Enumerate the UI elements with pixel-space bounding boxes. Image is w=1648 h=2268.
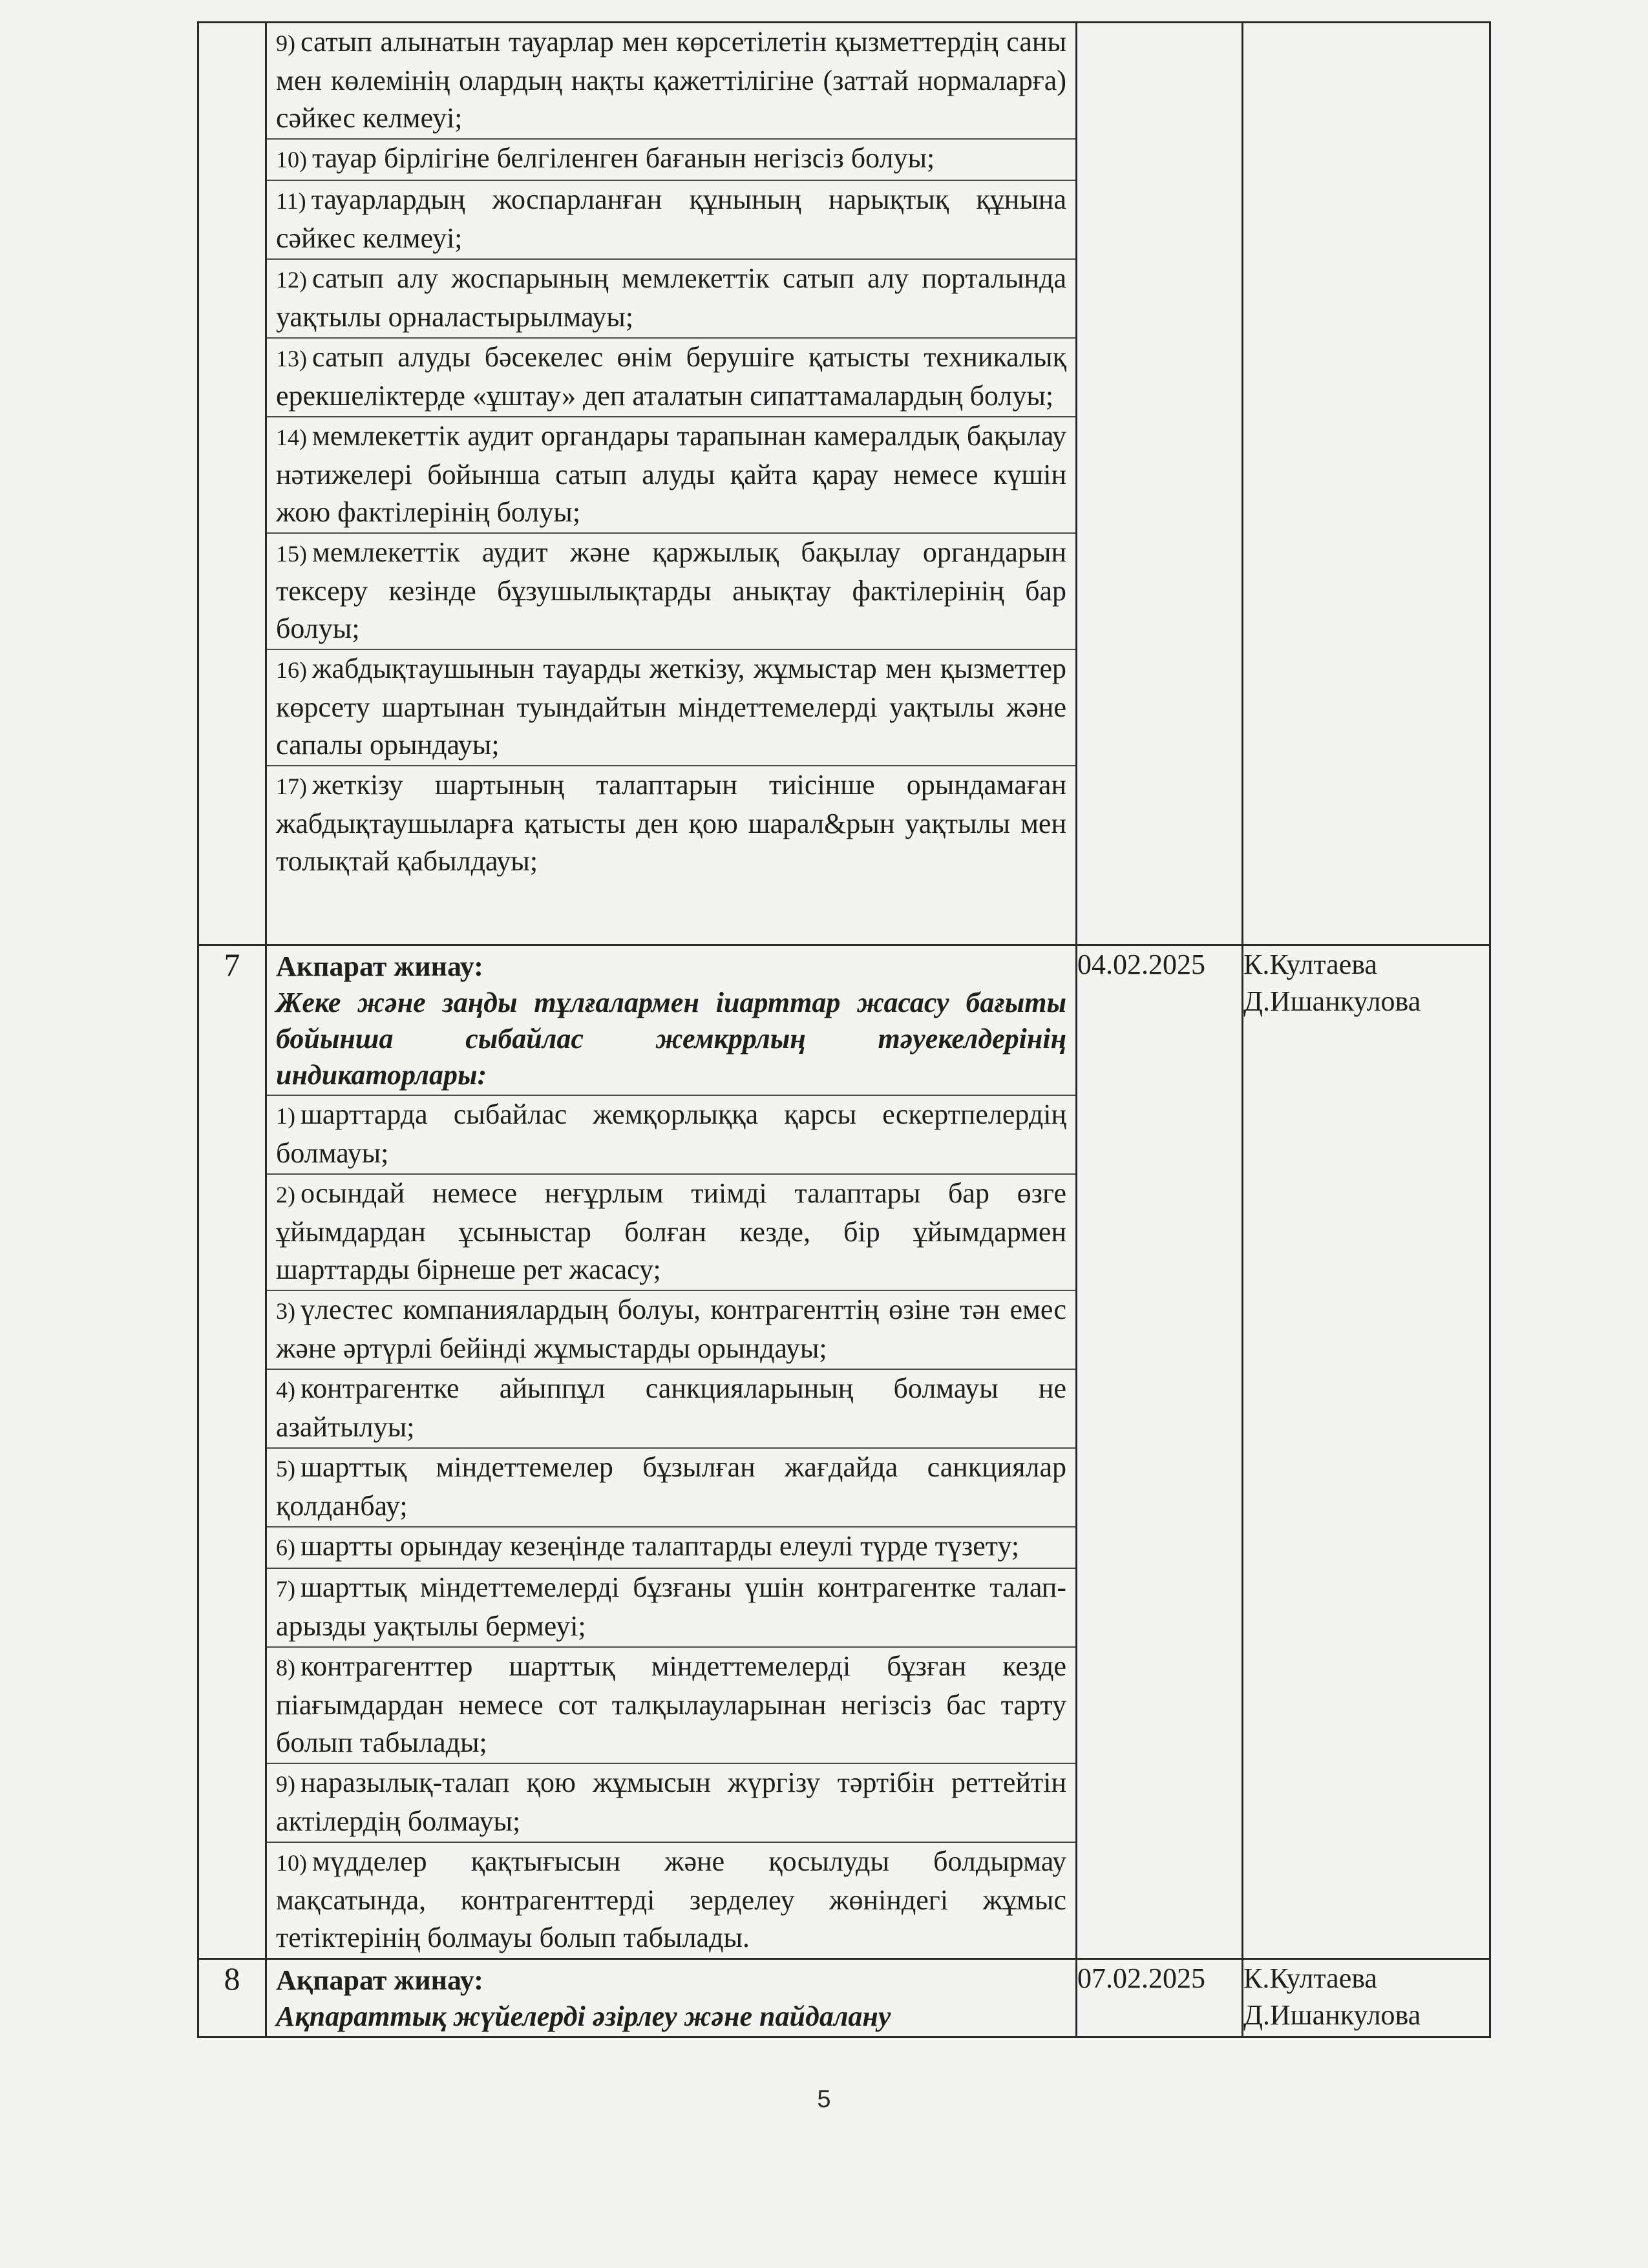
indicator-item	[267, 1843, 1075, 1958]
item-number: 3)	[276, 1298, 295, 1324]
item-text: осындай немесе неғұрлым тиімді талаптары бар өзге ұйымдардан ұсыныстар болған кезде, бір ұйымдармен шарттарды бірнеше рет жасасу;	[276, 1177, 1066, 1285]
indicator-item	[267, 1291, 1075, 1370]
indicator-list	[267, 23, 1075, 881]
item-number: 13)	[276, 346, 307, 372]
row-heading-block	[267, 946, 1075, 1096]
item-text: шарттық міндеттемелер бұзылған жағдайда санкциялар қолданбау;	[276, 1451, 1066, 1522]
items-cell	[266, 1959, 1077, 2037]
item-number: 7)	[276, 1576, 295, 1602]
item-number: 5)	[276, 1456, 295, 1482]
item-text: наразылық-талап қою жұмысын жүргізу тәртібін реттейтін актілердің болмауы;	[276, 1767, 1066, 1837]
item-text: жеткізу шартының талаптарын тиісінше орындамаған жабдықтаушыларға қатысты ден қою шарал&рын уақтылы мен толықтай қабылдауы;	[276, 769, 1066, 877]
item-text: мүдделер қақтығысын және қосылуды болдырмау мақсатында, контрагенттерді зерделеу жөніндегі жұмыс тетіктерінің болмауы болып табылады.	[276, 1845, 1066, 1953]
indicator-item	[267, 1764, 1075, 1843]
item-number: 16)	[276, 657, 307, 683]
indicator-item	[267, 140, 1075, 181]
row-heading-block	[267, 1960, 1075, 2036]
item-number: 10)	[276, 147, 307, 173]
responsible-persons	[1243, 945, 1490, 1959]
items-cell	[266, 23, 1077, 945]
date-value: 07.02.2025	[1077, 1959, 1243, 2037]
item-number: 17)	[276, 773, 307, 799]
indicator-item	[267, 1648, 1075, 1764]
item-number: 9)	[276, 30, 295, 56]
item-number: 1)	[276, 1103, 295, 1129]
item-text: мемлекеттік аудит органдары тарапынан камералдық бақылау нәтижелері бойынша сатып алуды қайта қарау немесе күшін жою фактілерінің болуы;	[276, 420, 1066, 528]
item-number: 4)	[276, 1377, 295, 1403]
responsible-persons	[1243, 1959, 1490, 2037]
item-text: тауар бірлігіне белгіленген бағанын негізсіз болуы;	[312, 142, 935, 174]
item-number: 8)	[276, 1655, 295, 1681]
item-number: 11)	[276, 188, 306, 214]
plan-table	[197, 21, 1491, 2038]
indicator-list	[267, 1096, 1075, 1958]
item-number: 9)	[276, 1771, 295, 1797]
responsible-name: Д.Ишанкулова	[1243, 1999, 1421, 2031]
responsible-name: Д.Ишанкулова	[1243, 985, 1421, 1017]
item-text: контрагентке айыппұл санкцияларының болмауы не азайтылуы;	[276, 1372, 1066, 1443]
table-row-8	[198, 1959, 1490, 2037]
row-number: 8	[198, 1959, 266, 2037]
item-text: шарттарда сыбайлас жемқорлыққа қарсы ескертпелердің болмауы;	[276, 1098, 1066, 1169]
page-number: 5	[817, 2086, 831, 2113]
indicator-item	[267, 1175, 1075, 1291]
item-text: жабдықтаушынын тауарды жеткізу, жұмыстар мен қызметтер көрсету шартынан туындайтын міндеттемелерді уақтылы және сапалы орындауы;	[276, 653, 1066, 761]
item-number: 10)	[276, 1850, 307, 1876]
indicator-item	[267, 23, 1075, 140]
item-number: 6)	[276, 1535, 295, 1560]
row-number: 7	[198, 945, 266, 1959]
indicator-item	[267, 339, 1075, 417]
item-text: үлестес компаниялардың болуы, контрагенттің өзіне тән емес және әртүрлі бейінді жұмыстарды орындауы;	[276, 1294, 1066, 1364]
table-row-7	[198, 945, 1490, 1959]
item-number: 2)	[276, 1182, 295, 1208]
responsible-name: К.Култаева	[1243, 1962, 1377, 1994]
indicator-item	[267, 1569, 1075, 1648]
date-cell	[1077, 23, 1243, 945]
date-value: 04.02.2025	[1077, 945, 1243, 1959]
item-number: 12)	[276, 267, 307, 293]
indicator-item	[267, 1528, 1075, 1569]
item-text: контрагенттер шарттық міндеттемелерді бұзған кезде піағымдардан немесе сот талқылауларынан негізсіз бас тарту болып табылады;	[276, 1650, 1066, 1758]
item-text: шарттық міндеттемелерді бұзғаны үшін контрагентке талап-арызды уақтылы бермеуі;	[276, 1571, 1066, 1642]
item-number: 14)	[276, 425, 307, 450]
indicator-item	[267, 1449, 1075, 1528]
item-text: сатып алуды бәсекелес өнім берушіге қатысты техникалық ерекшеліктерде «ұштау» деп аталатын сипаттамалардың болуы;	[276, 341, 1066, 412]
indicator-item	[267, 181, 1075, 260]
items-cell	[266, 945, 1077, 1959]
item-text: сатып алу жоспарының мемлекеттік сатып алу порталында уақтылы орналастырылмауы;	[276, 262, 1066, 333]
item-text: мемлекеттік аудит және қаржылық бақылау органдарын тексеру кезінде бұзушылықтарды анықтау фактілерінің бар болуы;	[276, 536, 1066, 644]
indicator-item	[267, 1370, 1075, 1449]
row-subheading: Жеке және заңды тұлғалармен іиарттар жасасу бағыты бойынша сыбайлас жемкррлың тәуекелдерінің индикаторлары:	[276, 987, 1066, 1091]
indicator-item	[267, 534, 1075, 650]
row-subheading: Ақпараттық жүйелерді әзірлеу және пайдалану	[276, 2000, 891, 2032]
number-cell	[198, 23, 266, 945]
responsible-cell	[1243, 23, 1490, 945]
row-heading: Ақпарат жинау:	[276, 1964, 483, 1996]
indicator-item	[267, 260, 1075, 339]
row-heading: Акпарат жинау:	[276, 950, 483, 982]
item-text: сатып алынатын тауарлар мен көрсетілетін қызметтердің саны мен көлемінің олардың нақты қажеттілігіне (заттай нормаларға) сәйкес келмеуі;	[276, 26, 1066, 134]
item-number: 15)	[276, 541, 307, 567]
indicator-item	[267, 766, 1075, 881]
item-text: тауарлардың жоспарланған құнының нарықтық құнына сәйкес келмеуі;	[276, 184, 1066, 254]
item-text: шартты орындау кезеңінде талаптарды елеулі түрде түзету;	[301, 1530, 1020, 1562]
indicator-item	[267, 650, 1075, 766]
indicator-item	[267, 1096, 1075, 1175]
indicator-item	[267, 417, 1075, 534]
table-row-continued	[198, 23, 1490, 945]
responsible-name: К.Култаева	[1243, 949, 1377, 980]
